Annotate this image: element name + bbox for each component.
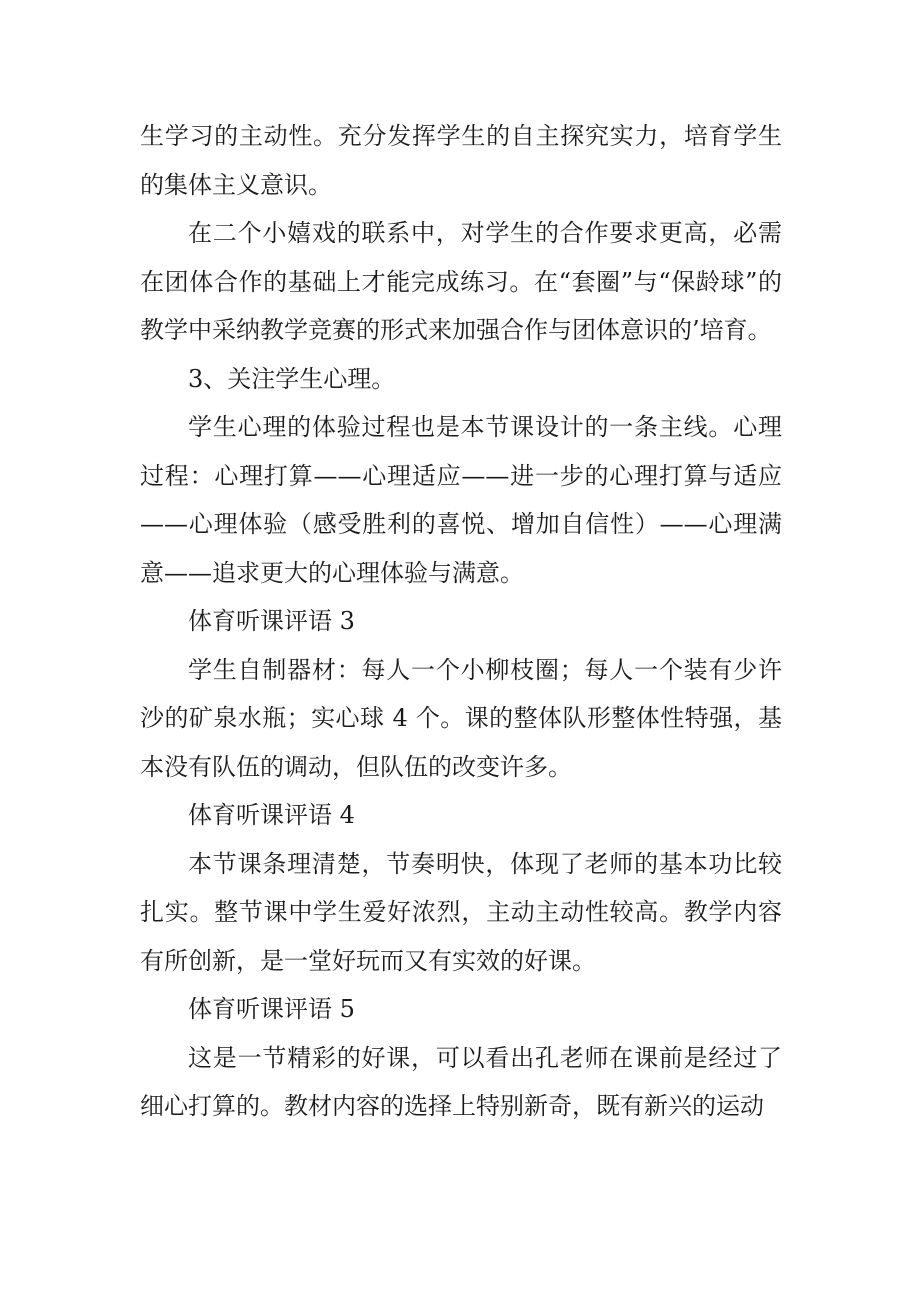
paragraph-comment-5: 这是一节精彩的好课，可以看出孔老师在课前是经过了细心打算的。教材内容的选择上特别新奇，既有新兴的运动 [140,1043,782,1120]
paragraph-collective-awareness: 生学习的主动性。充分发挥学生的自主探究实力，培育学生的集体主义意识。 [140,122,782,199]
comment-heading-4: 体育听课评语 4 [188,801,355,829]
comment-heading-3: 体育听课评语 3 [188,607,355,635]
document-page [140,112,782,1131]
paragraph-psychological-process: 学生心理的体验过程也是本节课设计的一条主线。心理过程：心理打算——心理适应——进一步的心理打算与适应——心理体验（感受胜利的喜悦、增加自信性）——心理满意——追求更大的心理体验与满意。 [140,413,782,587]
paragraph-cooperation-games: 在二个小嬉戏的联系中，对学生的合作要求更高，必需在团体合作的基础上才能完成练习。在“套圈”与“保龄球”的教学中采纳教学竞赛的形式来加强合作与团体意识的’培育。 [140,219,782,344]
paragraph-comment-4: 本节课条理清楚，节奏明快，体现了老师的基本功比较扎实。整节课中学生爱好浓烈，主动主动性较高。教学内容有所创新，是一堂好玩而又有实效的好课。 [140,849,782,975]
paragraph-comment-3: 学生自制器材：每人一个小柳枝圈；每人一个装有少许沙的矿泉水瓶；实心球 4 个。课的整体队形整体性特强，基本没有队伍的调动，但队伍的改变许多。 [140,655,782,781]
comment-heading-5: 体育听课评语 5 [188,995,355,1023]
section-heading-student-psychology: 3、关注学生心理。 [188,364,396,393]
